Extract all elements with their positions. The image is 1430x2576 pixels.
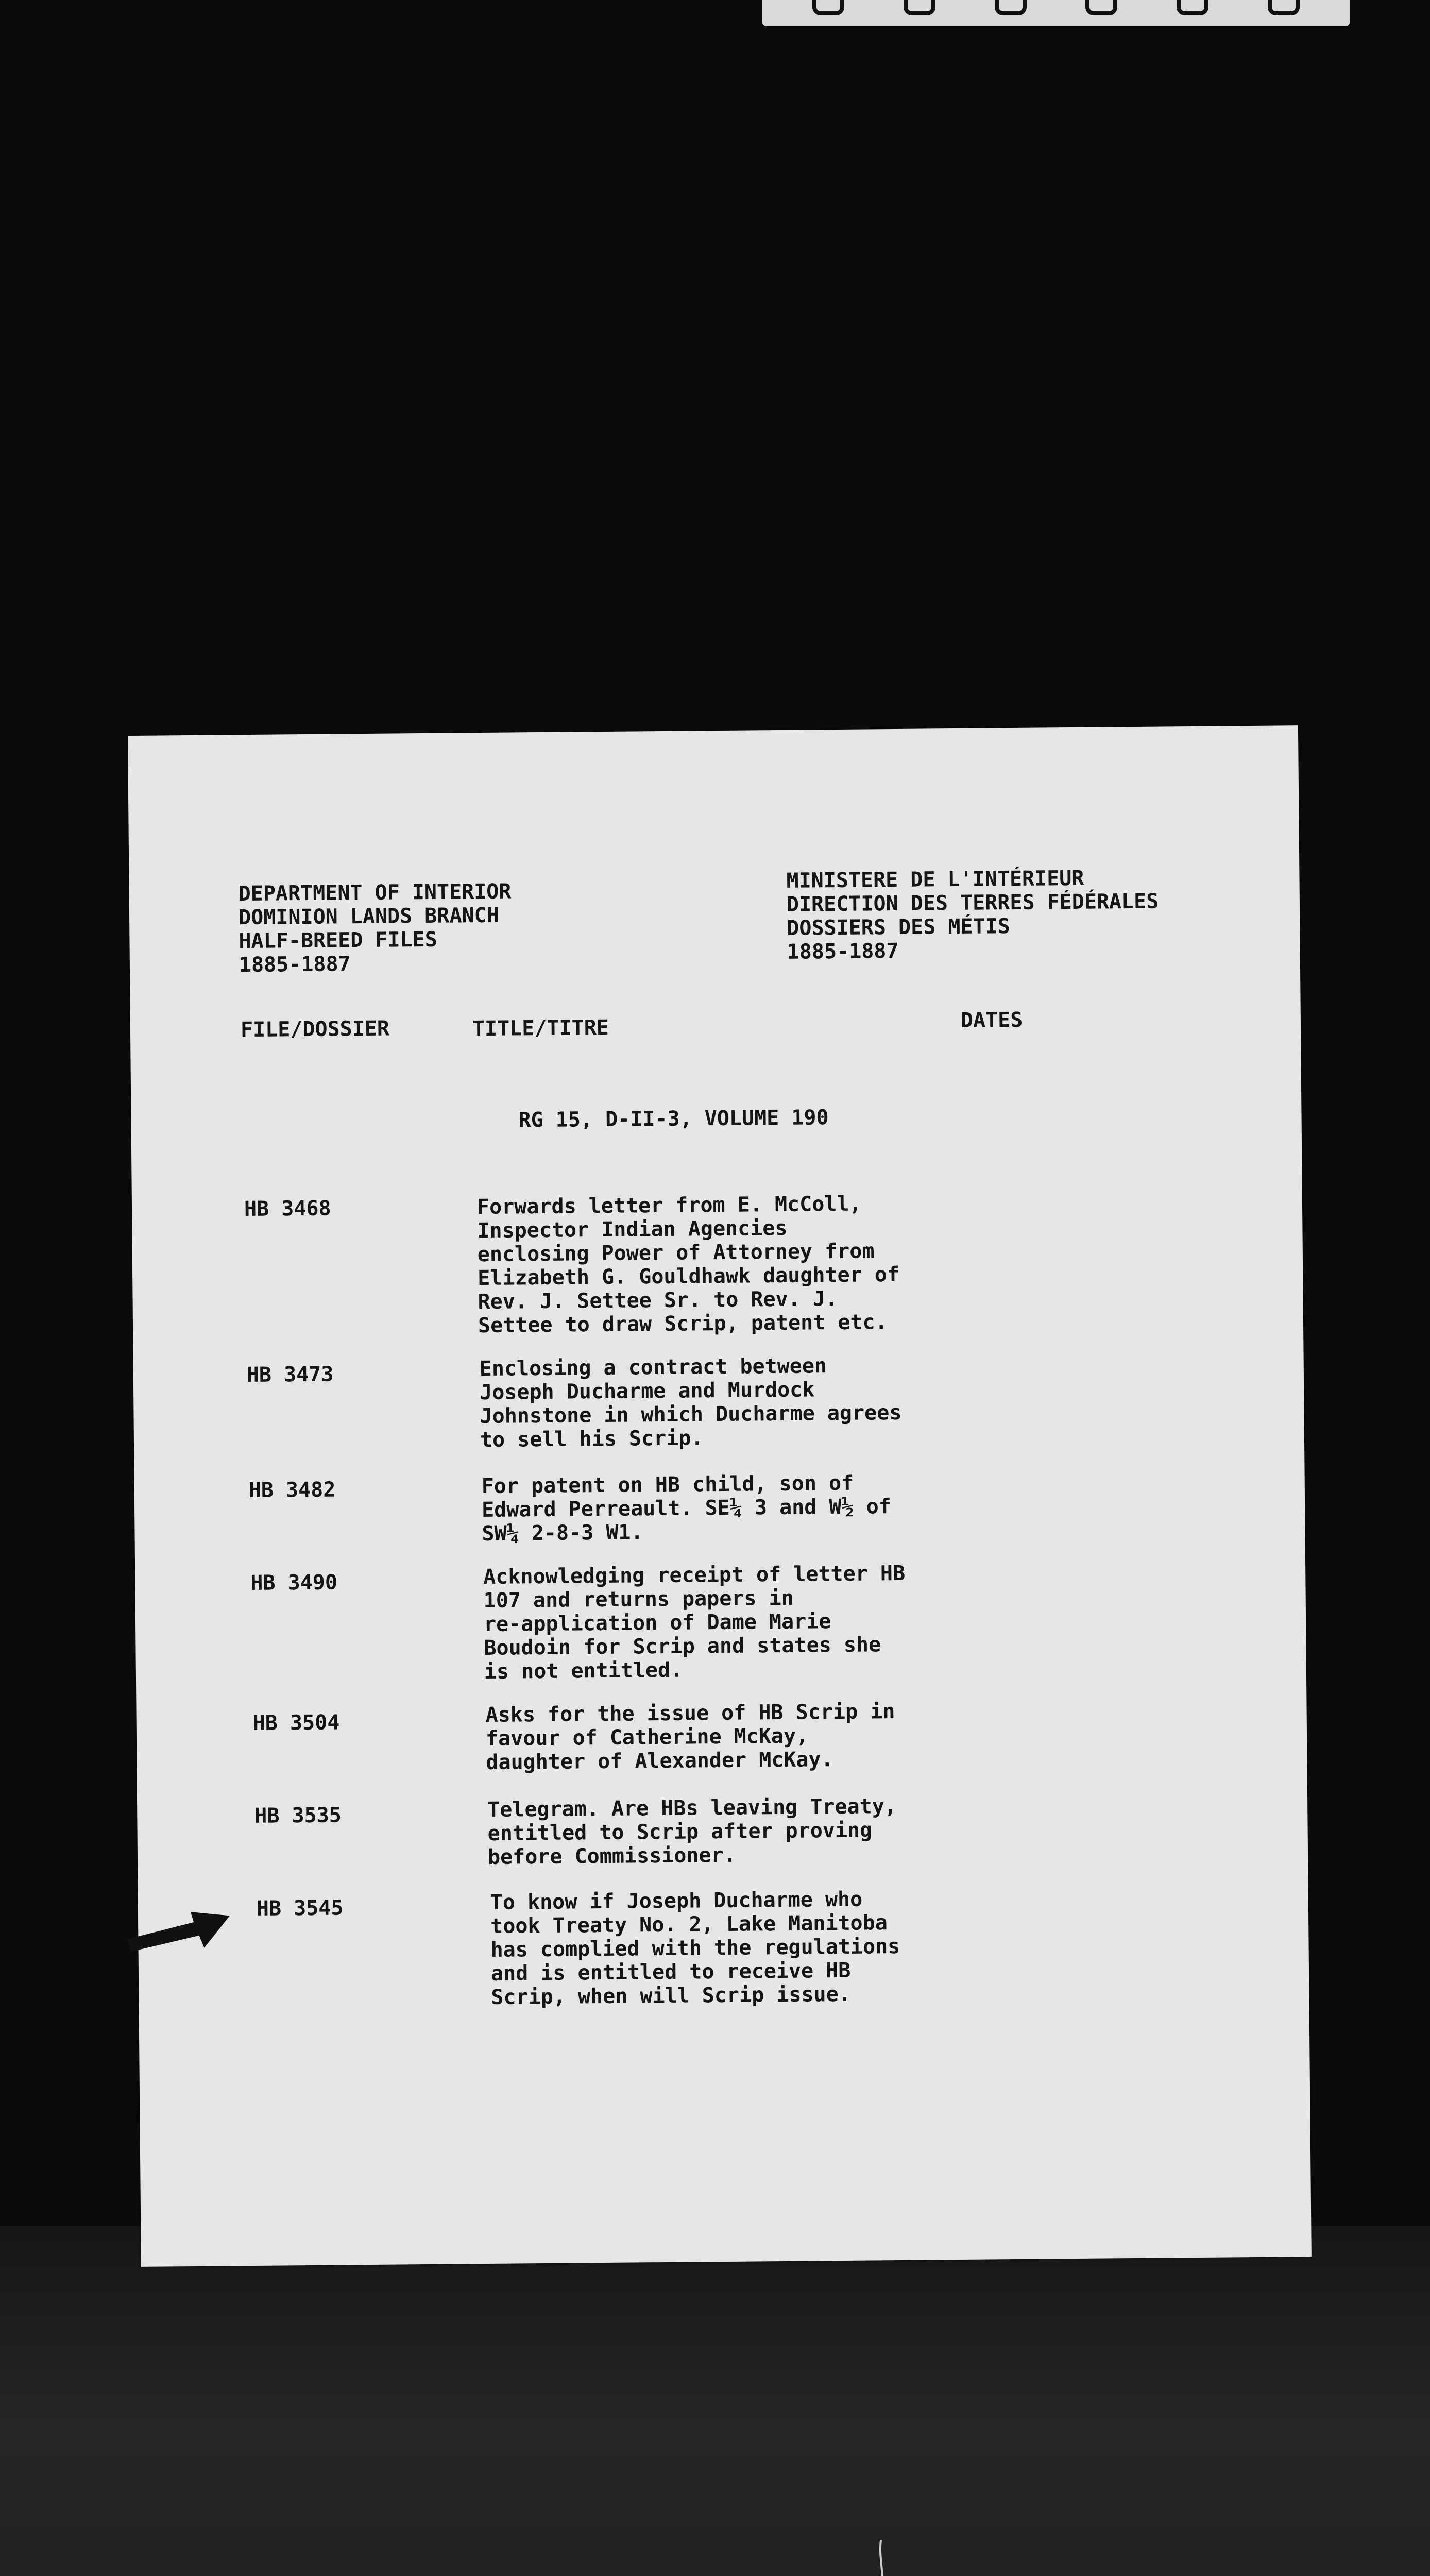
- column-header-title: TITLE/TITRE: [472, 1015, 609, 1041]
- title-line: entitled to Scrip after proving: [487, 1818, 873, 1845]
- title-line: Inspector Indian Agencies: [477, 1216, 788, 1243]
- title-line: has complied with the regulations: [490, 1935, 900, 1962]
- file-number: HB 3490: [250, 1570, 338, 1595]
- title-line: and is entitled to receive HB: [490, 1958, 851, 1986]
- list-item: [135, 1561, 1268, 1684]
- title-line: daughter of Alexander McKay.: [486, 1748, 833, 1775]
- list-item: [137, 1794, 1270, 1869]
- file-number: HB 3535: [254, 1803, 342, 1828]
- title-line: Boudoin for Scrip and states she: [484, 1633, 881, 1660]
- header-right-line: DOSSIERS DES MÉTIS: [787, 914, 1010, 940]
- pointer-arrow-icon: [127, 1906, 235, 1954]
- film-sprocket: [1085, 0, 1117, 15]
- header-left-line: DOMINION LANDS BRANCH: [238, 903, 500, 930]
- header-right-line: MINISTERE DE L'INTÉRIEUR: [786, 866, 1084, 893]
- file-title: [480, 1353, 902, 1452]
- title-line: Scrip, when will Scrip issue.: [491, 1982, 851, 2009]
- file-number: HB 3504: [252, 1710, 340, 1735]
- title-line: is not entitled.: [484, 1658, 683, 1684]
- document-page: [128, 725, 1312, 2267]
- file-number: HB 3473: [246, 1362, 334, 1387]
- title-line: favour of Catherine McKay,: [485, 1724, 809, 1751]
- file-title: [490, 1887, 901, 2009]
- list-item: [134, 1470, 1268, 1546]
- title-line: Forwards letter from E. McColl,: [476, 1192, 862, 1219]
- title-line: Asks for the issue of HB Scrip in: [485, 1700, 895, 1727]
- header-right-line: DIRECTION DES TERRES FÉDÉRALES: [786, 889, 1159, 917]
- file-title: [477, 1192, 900, 1337]
- header-right: [786, 866, 1159, 964]
- title-line: before Commissioner.: [487, 1843, 736, 1869]
- file-title: [487, 1794, 897, 1869]
- title-line: Edward Perreault. SE¼ 3 and W½ of: [481, 1495, 892, 1522]
- header-left-line: 1885-1887: [239, 952, 351, 977]
- title-line: Rev. J. Settee Sr. to Rev. J.: [478, 1287, 838, 1314]
- title-line: 107 and returns papers in: [483, 1586, 794, 1613]
- title-line: Telegram. Are HBs leaving Treaty,: [487, 1794, 897, 1822]
- file-number: HB 3468: [244, 1196, 331, 1222]
- list-item: [138, 1887, 1271, 2009]
- title-line: Enclosing a contract between: [479, 1354, 827, 1381]
- title-line: took Treaty No. 2, Lake Manitoba: [490, 1911, 888, 1938]
- volume-reference: RG 15, D-II-3, VOLUME 190: [518, 1106, 829, 1132]
- file-number: HB 3482: [248, 1478, 336, 1503]
- film-sprocket: [1268, 0, 1300, 15]
- title-line: Acknowledging receipt of letter HB: [483, 1561, 906, 1589]
- header-right-line: 1885-1887: [787, 939, 899, 964]
- header-left-line: DEPARTMENT OF INTERIOR: [238, 879, 512, 906]
- title-line: enclosing Power of Attorney from: [477, 1239, 875, 1267]
- header-left-line: HALF-BREED FILES: [239, 927, 437, 954]
- film-sprocket: [1177, 0, 1208, 15]
- title-line: To know if Joseph Ducharme who: [490, 1887, 863, 1914]
- title-line: Elizabeth G. Gouldhawk daughter of: [478, 1262, 900, 1291]
- column-header-file: FILE/DOSSIER: [240, 1016, 390, 1042]
- file-title: [482, 1471, 892, 1546]
- dust-hair: [876, 2540, 907, 2576]
- title-line: re-application of Dame Marie: [483, 1609, 831, 1637]
- title-line: For patent on HB child, son of: [481, 1471, 854, 1499]
- file-title: [483, 1562, 906, 1684]
- list-item: [132, 1189, 1265, 1338]
- list-item: [133, 1354, 1267, 1452]
- film-sprocket: [995, 0, 1027, 15]
- title-line: Joseph Ducharme and Murdock: [479, 1378, 815, 1405]
- header-left: [238, 880, 512, 977]
- film-sprocket: [812, 0, 844, 15]
- title-line: to sell his Scrip.: [480, 1426, 704, 1452]
- film-sprocket: [904, 0, 935, 15]
- film-strip: [762, 0, 1350, 26]
- scanner-background: [0, 2226, 1430, 2576]
- title-line: SW¼ 2-8-3 W1.: [482, 1520, 643, 1546]
- list-item: [137, 1700, 1270, 1775]
- file-number: HB 3545: [256, 1896, 344, 1921]
- column-header-dates: DATES: [960, 1008, 1023, 1032]
- title-line: Settee to draw Scrip, patent etc.: [478, 1310, 888, 1338]
- file-title: [485, 1700, 895, 1774]
- title-line: Johnstone in which Ducharme agrees: [480, 1400, 902, 1429]
